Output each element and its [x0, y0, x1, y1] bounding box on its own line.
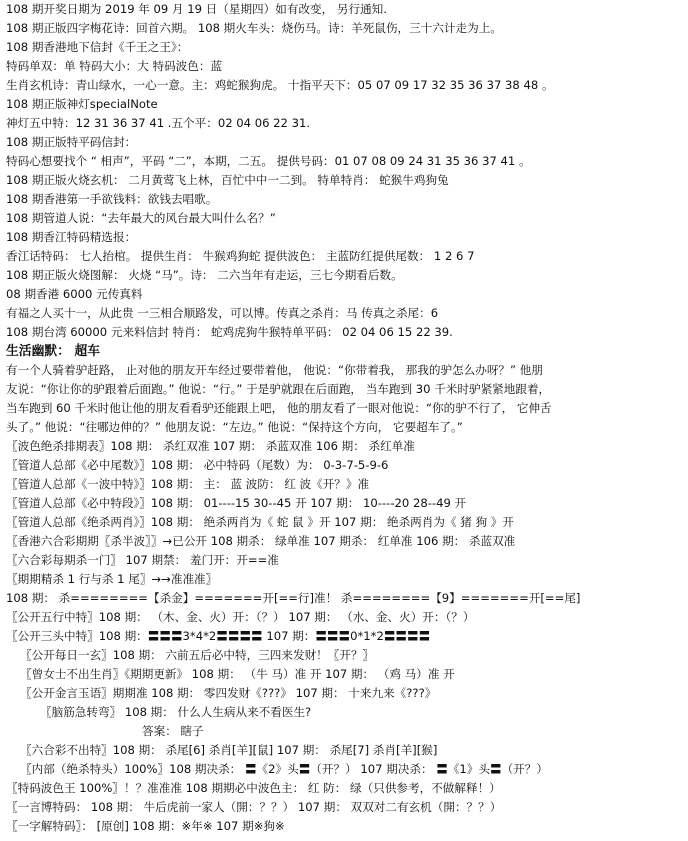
text-line-29: 〖香港六合彩期期〖杀半波〗〗→已公开 108 期杀： 绿单准 107 期杀： 红单准 106 期： 杀蓝双准	[6, 534, 516, 548]
text-line-26: 〖管道人总部《一波中特》〗108 期： 主： 蓝 波防： 红 波《开？》准	[6, 477, 370, 491]
text-line-42: 〖特码波色王 100%〗！？准准准 108 期期必中波色主： 红 防： 绿（只供参考，不做解释！）	[6, 781, 501, 795]
text-line-14: 香江话特码： 七人抬棺。 提供生肖： 牛猴鸡狗蛇 提供波色： 主蓝防红提供尾数： 1 2 6 7	[6, 249, 475, 263]
text-line-2: 108 期正版四字梅花诗：回首六期。 108 期火车头：烧伤马。诗：羊死鼠伤，三十六计走为上。	[6, 21, 502, 35]
text-line-21: 友说：“你让你的驴跟着后面跑。” 他说：“行。” 于是驴就跟在后面跑， 当车跑到 30 千米时驴紧紧地跟着，	[6, 382, 551, 396]
text-line-5: 生肖玄机诗：青山绿水，一心一意。主：鸡蛇猴狗虎。 十指平天下：05 07 09 17 32 35 36 37 38 48 。	[6, 78, 554, 92]
text-line-9: 特码心想要找个 “ 相声”，平码 “二”，本期，二五。 提供号码：01 07 08 09 24 31 35 36 37 41 。	[6, 154, 531, 168]
text-line-11: 108 期香港第一手欲钱料：欲钱去唱歌。	[6, 192, 218, 206]
text-line-15: 108 期正版火烧图解： 火烧 “马”。诗： 二六当年有走运，三七今期看后数。	[6, 268, 403, 282]
text-line-33: 〖公开五行中特〗108 期： （木、金、火）开：（？） 107 期： （水、金、火）开：（？）	[6, 610, 475, 624]
text-line-41: 〖内部（绝杀特头）100%〗108 期决杀： 〓《2》头〓（开？） 107 期决杀： 〓《1》头〓（开？）	[20, 762, 548, 776]
text-line-13: 108 期香江特码精选报：	[6, 230, 137, 244]
text-line-39: 答案： 瞎子	[142, 724, 204, 738]
text-line-24: 〖波色绝杀排期表〗108 期： 杀红双准 107 期： 杀蓝双准 106 期： 杀红单准	[6, 439, 415, 453]
text-line-37: 〖公开金言玉语〗期期准 108 期： 零四发财《???》 107 期： 十来九来《???》	[20, 686, 437, 700]
text-line-35: 〖公开每日一玄〗108 期： 六前五后必中特，三四来发财！〖开？〗	[20, 648, 375, 662]
text-line-10: 108 期正版火烧玄机： 二月黄莺飞上林，百忙中中一二到。 特单特肖： 蛇猴牛鸡狗兔	[6, 173, 449, 187]
text-line-8: 108 期正版特平码信封：	[6, 135, 137, 149]
text-line-34: 〖公开三头中特〗108 期：〓〓〓3*4*2〓〓〓〓 107 期：〓〓〓0*1*2〓〓〓〓	[6, 629, 431, 643]
text-line-3: 108 期香港地下信封《千王之王》：	[6, 40, 189, 54]
text-line-22: 当车跑到 60 千米时他让他的朋友看看驴还能跟上吧， 他的朋友看了一眼对他说：“你的驴不行了， 它伸舌	[6, 401, 552, 415]
text-line-17: 有福之人买十一，从此贵 一三相合顺路发，可以博。传真之杀肖：马 传真之杀尾：6	[6, 306, 439, 320]
text-line-44: 〖一字解特码〗： [原创] 108 期：※年※ 107 期※狗※	[6, 819, 285, 833]
text-line-6: 108 期正版神灯specialNote	[6, 97, 158, 111]
text-line-40: 〖六合彩不出特〗108 期： 杀尾[6] 杀肖[羊][鼠] 107 期： 杀尾[7] 杀肖[羊][猴]	[20, 743, 438, 757]
text-line-19: 生活幽默： 超车	[6, 344, 101, 359]
text-line-30: 〖六合彩每期杀一门〗 107 期禁： 羞门开：开==准	[6, 553, 279, 567]
text-line-18: 108 期台湾 60000 元来料信封 特肖： 蛇鸡虎狗牛猴特单平码： 02 04 06 15 22 39.	[6, 325, 453, 339]
text-line-25: 〖管道人总部《必中尾数》〗108 期： 必中特码（尾数）为： 0-3-7-5-9-6	[6, 458, 389, 472]
text-line-20: 有一个人骑着驴赶路， 止对他的朋友开车经过要带着他， 他说：“你带着我， 那我的驴怎么办呀？” 他朋	[6, 363, 543, 377]
text-line-32: 108 期： 杀========【杀金】=======开[==行]准！ 杀========【9】=======开[==尾]	[6, 591, 581, 605]
text-line-43: 〖一言博特码： 108 期： 牛后虎前一家人（開：？？） 107 期： 双双对二有玄机（開：？？）	[6, 800, 502, 814]
text-line-36: 〖曾女士不出生肖〗《期期更新》 108 期： （牛 马）准 开 107 期： （鸡 马）准 开	[20, 667, 455, 681]
text-line-1: 108 期开奖日期为 2019 年 09 月 19 日（星期四）如有改变， 另行通知.	[6, 2, 387, 16]
text-line-38: 〖脑筋急转弯〗 108 期： 什么人生病从来不看医生?	[40, 705, 312, 719]
text-line-27: 〖管道人总部《必中特段》〗108 期： 01----15 30--45 开 107 期： 10----20 28--49 开	[6, 496, 467, 510]
text-line-28: 〖管道人总部《绝杀两肖》〗108 期： 绝杀两肖为《 蛇 鼠 》开 107 期： 绝杀两肖为《 猪 狗 》开	[6, 515, 514, 529]
text-line-12: 108 期管道人说：“去年最大的风台最大叫什么名？”	[6, 211, 276, 225]
text-line-7: 神灯五中特：12 31 36 37 41 .五个平：02 04 06 22 31.	[6, 116, 311, 130]
text-line-23: 头了。” 他说：“往哪边伸的？” 他朋友说：“左边。” 他说：“保持这个方向， 它要超车了。”	[6, 420, 463, 434]
text-line-31: 〖期期精杀 1 行与杀 1 尾〗→→准准准〗	[6, 572, 218, 586]
text-line-16: 08 期香港 6000 元传真料	[6, 287, 143, 301]
text-line-4: 特码单双：单 特码大小：大 特码波色：蓝	[6, 59, 223, 73]
